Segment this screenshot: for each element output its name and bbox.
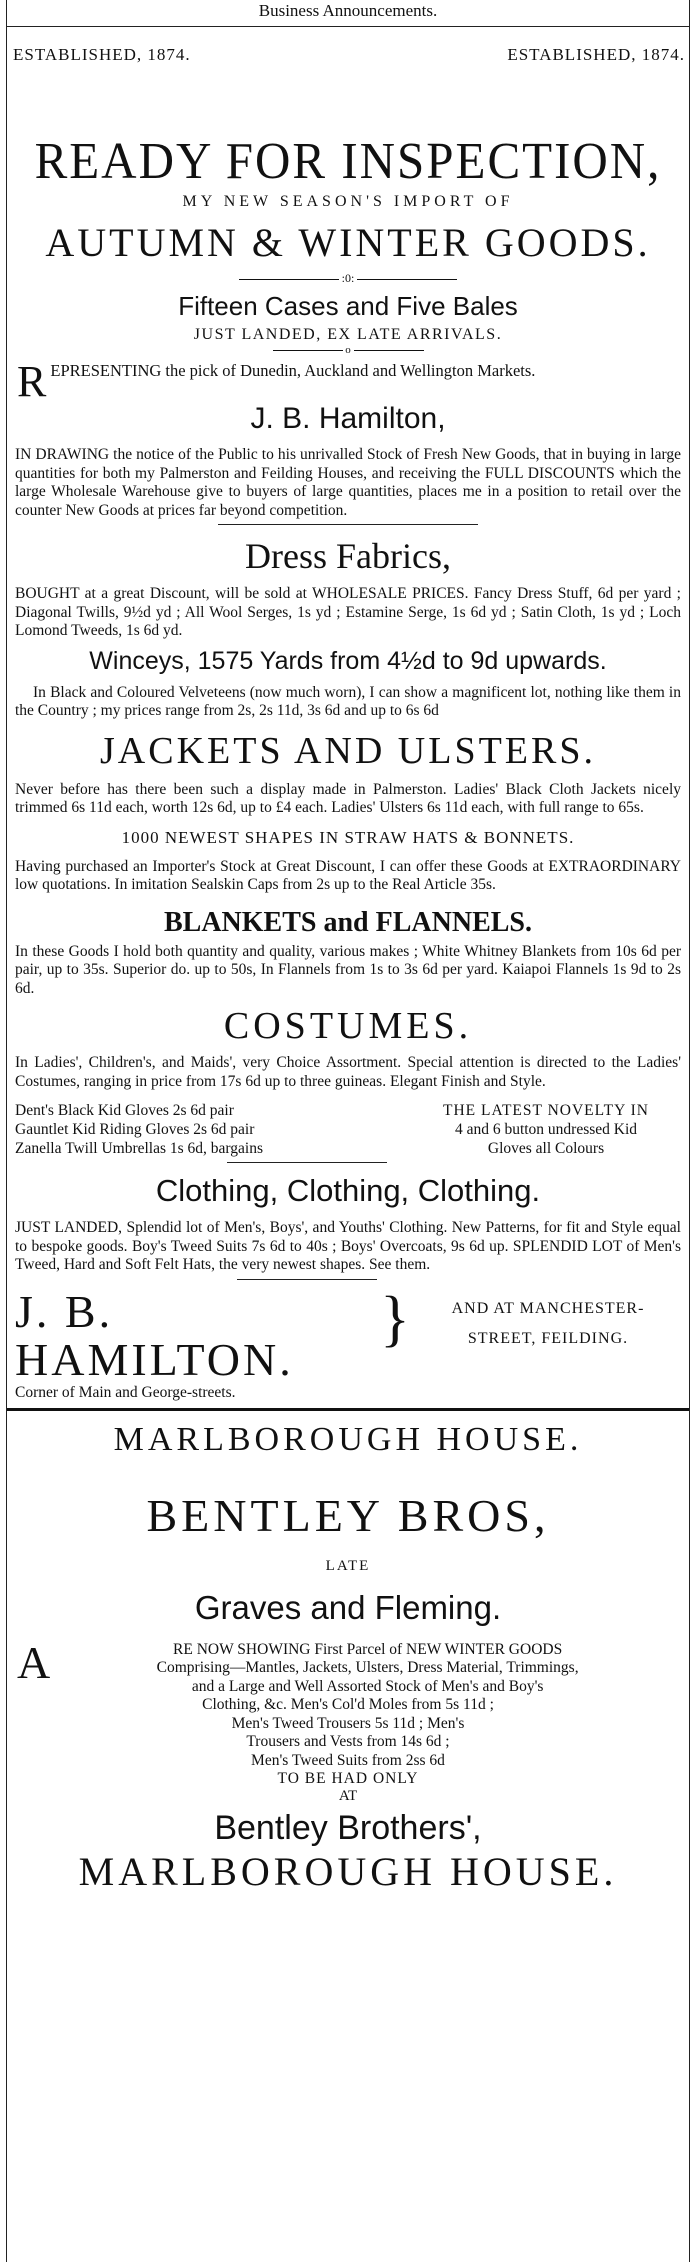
jackets-text: Never before has there been such a display made in Palmerston. Ladies' Black Cloth Jackets nicely trimmed 6s 11d each, worth 12s 6d, up to £4 each. Ladies' Ulsters 6s 11d each, with full range to 65s. [15, 780, 681, 816]
gloves-left: Dent's Black Kid Gloves 2s 6d pair Gauntlet Kid Riding Gloves 2s 6d pair Zanella Twill Umbrellas 1s 6d, bargains [15, 1102, 264, 1157]
divider [237, 1279, 377, 1280]
representing-line: REPRESENTING the pick of Dunedin, Auckland and Wellington Markets. [17, 357, 536, 406]
importer-text: Having purchased an Importer's Stock at Great Discount, I can offer these Goods at EXTRAORDINARY low quotations. In imitation Sealskin Caps from 2s up to the Real Article 35s. [15, 857, 681, 893]
gloves-right: THE LATEST NOVELTY IN 4 and 6 button undressed Kid Gloves all Colours [443, 1102, 649, 1157]
divider-colon: :0: [7, 271, 689, 285]
dress-fabrics-heading: Dress Fabrics, [245, 536, 451, 576]
headline: READY FOR INSPECTION, [34, 131, 662, 190]
subheading: MY NEW SEASON'S IMPORT OF [182, 193, 514, 210]
at-label: AT [338, 1788, 358, 1804]
dress-fabrics-text: BOUGHT at a great Discount, will be sold at WHOLESALE PRICES. Fancy Dress Stuff, 6d per yard ; Diagonal Twills, 9½d yd ; All Wool Serges, 1s yd ; Estamine Serge, 1s 6d yd ; Satin Cloth, 1s yd ; Loch Lomond Tweeds, 1s 6d yd. [15, 585, 681, 639]
straw-hats-line: 1000 NEWEST SHAPES IN STRAW HATS & BONNETS. [121, 827, 575, 847]
velveteens-text: In Black and Coloured Velveteens (now much worn), I can show a magnificent lot, nothing like them in the Country ; my prices range from 2s, 2s 11d, 3s 6d and up to 6s 6d [15, 683, 681, 719]
divider [227, 1162, 387, 1163]
costumes-heading: COSTUMES. [223, 1005, 473, 1047]
bentley-heading: BENTLEY BROS, [146, 1489, 550, 1541]
established-left: ESTABLISHED, 1874. [13, 45, 191, 64]
established-row [7, 27, 689, 77]
graves-fleming: Graves and Fleming. [194, 1588, 502, 1626]
clothing-text: JUST LANDED, Splendid lot of Men's, Boys', and Youths' Clothing. New Patterns, for fit and Style equal to bespoke goods. Boy's Tweed Suits 7s 6d to 40s ; Boys' Overcoats, 9s 6d up. SPLENDID LOT of Men's Tweed, Hard and Soft Felt Hats, the very newest shapes. See them. [15, 1219, 681, 1273]
costumes-text: In Ladies', Children's, and Maids', very Choice Assortment. Special attention is directed to the Ladies' Costumes, ranging in price from 17s 6d up to three guineas. Elegant Finish and Style. [15, 1054, 681, 1090]
footer-left [15, 1285, 375, 1402]
marlborough-heading: MARLBOROUGH HOUSE. [113, 1420, 583, 1458]
dropcap-r: R [17, 357, 47, 406]
dropcap-a: A [17, 1636, 51, 1688]
footer-right: AND AT MANCHESTER- STREET, FEILDING. [451, 1299, 645, 1347]
divider [218, 524, 478, 525]
section-rule [7, 1408, 689, 1411]
marlborough-footer: MARLBOROUGH HOUSE. [78, 1849, 618, 1894]
clothing-heading: Clothing, Clothing, Clothing. [155, 1173, 541, 1208]
blankets-heading: BLANKETS and FLANNELS. [163, 906, 532, 938]
divider-o: o [7, 344, 689, 356]
brace: } [380, 1284, 410, 1353]
gloves-section [15, 1101, 681, 1158]
winceys-line: Winceys, 1575 Yards from 4½d to 9d upwards. [89, 646, 607, 675]
blankets-text: In these Goods I hold both quantity and quality, various makes ; White Whitney Blankets from 10s 6d per pair, up to 35s. Superior do. up to 50s, In Flannels from 1s to 3s 6d per yard. Kaiapoi Flannels 1s 9d to 2s 6d. [15, 942, 681, 997]
jackets-heading: JACKETS AND ULSTERS. [100, 729, 596, 772]
footer-address: Corner of Main and George-streets. [15, 1383, 236, 1401]
winter-goods-text: A RE NOW SHOWING First Parcel of NEW WINTER GOODS Comprising—Mantles, Jackets, Ulsters, Dress Material, Trimmings, and a Large and Well Assorted Stock of Men's and Boy's Clothing, &c. Men's Col'd Moles from 5s 11d ; Men's Tweed Trousers 5s 11d ; Men's Trousers and Vests from 14s 6d ; Men's Tweed Suits from 2ss 6d [17, 1636, 579, 1769]
hamilton-footer [15, 1284, 681, 1402]
intro-paragraph: IN DRAWING the notice of the Public to his unrivalled Stock of Fresh New Goods, that in buying in large quantities for both my Palmerston and Feilding Houses, and receiving the FULL DISCOUNTS which the large Wholesale Warehouse give to buyers of large quantities, places me in a position to retail over the counter New Goods at prices far beyond competition. [15, 446, 681, 519]
hamilton-name: J. B. Hamilton, [250, 402, 446, 435]
to-be-had: TO BE HAD ONLY [277, 1770, 419, 1787]
late-label: LATE [325, 1557, 371, 1574]
headline-autumn-winter: AUTUMN & WINTER GOODS. [45, 220, 651, 265]
established-right: ESTABLISHED, 1874. [507, 45, 685, 64]
footer-name: J. B. HAMILTON. [15, 1285, 294, 1385]
bentley-brothers: Bentley Brothers', [214, 1809, 482, 1847]
fifteen-cases: Fifteen Cases and Five Bales [178, 291, 518, 321]
advertisement-page [6, 0, 690, 2262]
running-head: Business Announcements. [7, 0, 689, 27]
just-landed: JUST LANDED, EX LATE ARRIVALS. [193, 326, 503, 343]
